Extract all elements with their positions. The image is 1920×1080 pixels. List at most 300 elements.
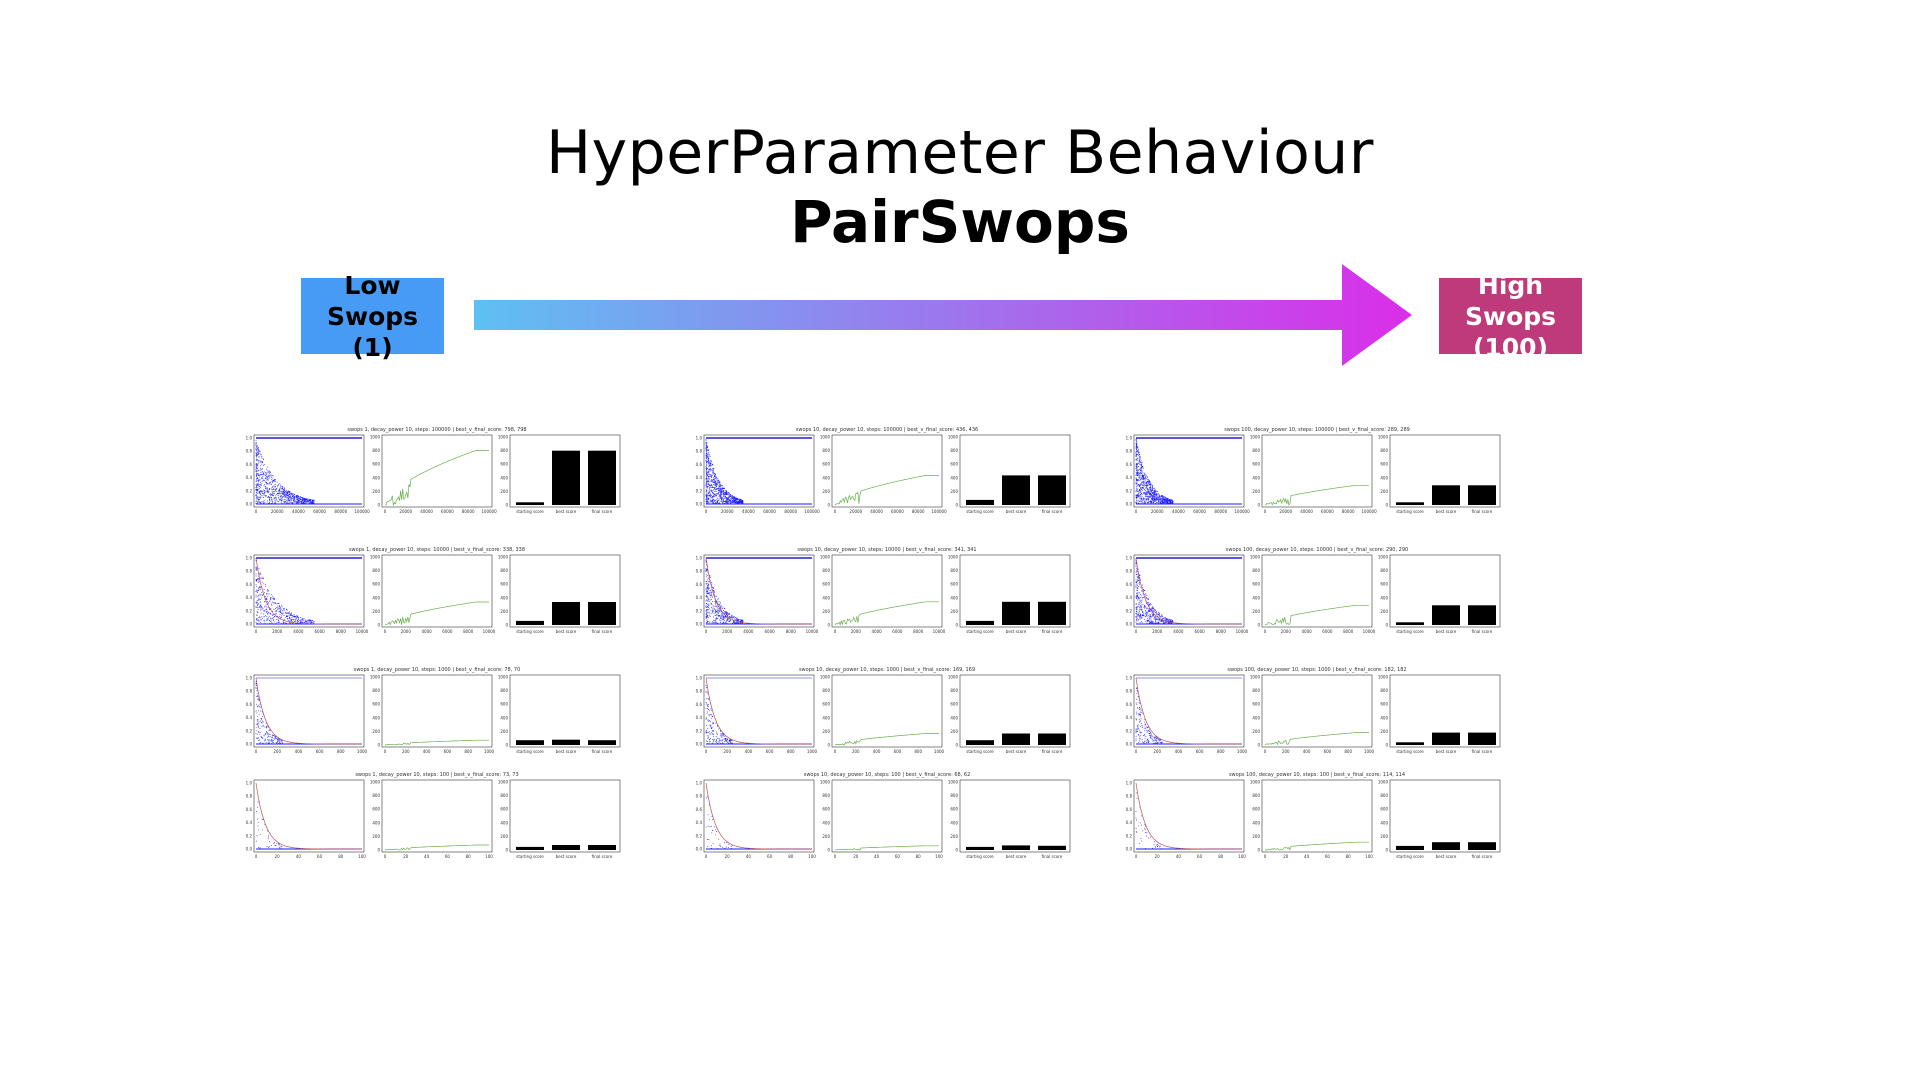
scatter-point [261,464,262,465]
scatter-point [1137,485,1138,486]
scatter-point [1137,497,1138,498]
scatter-point [1138,580,1139,581]
y-tick-label: 600 [372,581,380,587]
scatter-point [741,501,742,502]
scatter-point [262,609,263,610]
scatter-point [1152,615,1153,616]
scatter-point [262,469,263,470]
scatter-point [273,742,274,743]
x-tick-label: 80000 [784,509,798,514]
bar-category-label: starting score [966,629,994,634]
scatter-point [287,610,288,611]
scatter-point [263,485,264,486]
scatter-point [271,622,272,623]
scatter-point [710,708,711,709]
scatter-point [273,740,274,741]
scatter-point [1155,621,1156,622]
scatter-point [272,736,273,737]
scatter-point [1164,500,1165,501]
scatter-point [1137,609,1138,610]
scatter-point [711,495,712,496]
x-tick-label: 40000 [292,509,305,514]
scatter-point [726,612,727,613]
x-tick-label: 2000 [1280,629,1291,634]
x-tick-label: 8000 [1215,629,1226,634]
scatter-point [711,461,712,462]
scatter-point [256,449,257,450]
scatter-point [711,607,712,608]
x-tick-label: 200 [851,749,860,754]
scatter-point [266,469,267,470]
scatter-point [267,501,268,502]
scatter-point [294,497,295,498]
scatter-point [279,499,280,500]
scatter-point [706,731,707,732]
scatter-point [256,460,257,461]
scatter-point [1140,587,1141,588]
scatter-point [265,473,266,474]
scatter-point [723,499,724,500]
scatter-point [284,615,285,616]
scatter-point [261,483,262,484]
bar-category-label: best score [1005,509,1027,514]
scatter-point [1137,463,1138,464]
scatter-point [1137,475,1138,476]
scatter-point [1137,596,1138,597]
scatter-point [263,583,264,584]
scatter-point [708,474,709,475]
scatter-point [1151,484,1152,485]
scatter-point [261,592,262,593]
scatter-point [710,500,711,501]
scatter-point [1142,739,1143,740]
scatter-point [721,613,722,614]
scatter-point [1170,501,1171,502]
scatter-point [266,732,267,733]
scatter-point [1160,616,1161,617]
scatter-point [706,490,707,491]
x-tick-label: 0 [1263,509,1267,514]
scatter-point [274,498,275,499]
scatter-point [1142,617,1143,618]
scatter-point [258,578,259,579]
scatter-point [715,474,716,475]
scatter-point [1143,597,1144,598]
scatter-point [706,613,707,614]
scatter-point [268,484,269,485]
scatter-point [1149,487,1150,488]
x-tick-label: 80000 [1214,509,1228,514]
scatter-point [1147,487,1148,488]
scatter-point [289,613,290,614]
scatter-point [1136,444,1137,445]
scatter-point [1138,470,1139,471]
scatter-point [708,709,709,710]
y-tick-label: 1000 [819,674,830,680]
y-tick-label: 200 [500,728,508,734]
scatter-point [289,617,290,618]
scatter-point [1137,576,1138,577]
x-tick-label: 10000 [1362,629,1376,634]
scatter-point [707,713,708,714]
scatter-point [1157,496,1158,497]
figure-title: swops 100, decay_power 10, steps: 1000 | best_v_final_score: 182, 182 [1227,667,1407,673]
scatter-point [257,490,258,491]
scatter-point [259,740,260,741]
scatter-point [726,614,727,615]
scatter-point [263,616,264,617]
scatter-point [260,502,261,503]
y-tick-label: 1000 [369,554,380,560]
scatter-point [259,581,260,582]
scatter-point [264,480,265,481]
scatter-point [712,481,713,482]
scatter-point [263,480,264,481]
scatter-point [291,500,292,501]
scatter-point [296,499,297,500]
scatter-point [1141,602,1142,603]
x-tick-label: 6000 [1322,629,1333,634]
scatter-point [708,605,709,606]
scatter-point [1141,465,1142,466]
x-tick-label: 600 [893,749,902,754]
scatter-point [1141,725,1142,726]
bar-category-label: best score [555,749,577,754]
scatter-point [263,743,264,744]
y-tick-label: 600 [822,581,830,587]
scatter-point [1158,623,1159,624]
scatter-point [290,615,291,616]
y-tick-label: 1.0 [245,555,252,561]
scatter-point [722,497,723,498]
scatter-point [301,500,302,501]
scatter-point [256,733,257,734]
scatter-point [276,494,277,495]
scatter-point [281,740,282,741]
scatter-point [301,622,302,623]
scatter-point [283,492,284,493]
scatter-point [1141,462,1142,463]
scatter-point [300,617,301,618]
y-tick-label: 0.8 [245,568,252,574]
scatter-point [709,593,710,594]
x-tick-label: 600 [443,749,452,754]
scatter-point [1137,472,1138,473]
scatter-point [719,488,720,489]
scatter-point [706,473,707,474]
scatter-point [279,611,280,612]
scatter-point [727,742,728,743]
scatter-point [1137,443,1138,444]
scatter-point [262,618,263,619]
scatter-point [719,494,720,495]
scatter-point [735,500,736,501]
scatter-point [256,586,257,587]
scatter-point [1136,473,1137,474]
scatter-point [721,736,722,737]
scatter-point [706,483,707,484]
scatter-point [1136,566,1137,567]
scatter-point [727,502,728,503]
scatter-point [719,485,720,486]
scatter-point [1140,479,1141,480]
scatter-point [1147,492,1148,493]
scatter-point [1138,616,1139,617]
scatter-point [732,617,733,618]
scatter-point [267,613,268,614]
scatter-point [1160,501,1161,502]
scatter-point [1153,615,1154,616]
scatter-point [272,495,273,496]
bar [588,602,616,625]
scatter-point [713,733,714,734]
scatter-point [1146,595,1147,596]
scatter-point [709,462,710,463]
x-tick-label: 6000 [892,629,903,634]
scatter-point [733,497,734,498]
scatter-point [268,476,269,477]
scatter-point [719,486,720,487]
scatter-point [271,594,272,595]
scatter-point [737,620,738,621]
scatter-point [284,492,285,493]
scatter-point [260,497,261,498]
scatter-point [1142,612,1143,613]
scatter-point [714,500,715,501]
scatter-point [1138,612,1139,613]
scatter-point [1138,494,1139,495]
scatter-point [716,596,717,597]
scatter-point [710,599,711,600]
scatter-point [706,477,707,478]
scatter-point [706,466,707,467]
scatter-point [1142,477,1143,478]
scatter-point [1152,489,1153,490]
x-tick-label: 2000 [1152,629,1163,634]
scatter-point [266,482,267,483]
scatter-point [1151,619,1152,620]
scatter-point [261,456,262,457]
scatter-point [1151,496,1152,497]
scatter-point [707,711,708,712]
scatter-point [725,493,726,494]
scatter-point [272,481,273,482]
scatter-point [730,620,731,621]
scatter-point [259,460,260,461]
scatter-point [256,687,257,688]
scatter-point [299,498,300,499]
scatter-point [706,584,707,585]
scatter-point [730,616,731,617]
scatter-point [256,704,257,705]
y-tick-label: 400 [500,715,508,721]
scatter-point [260,743,261,744]
scatter-point [1136,453,1137,454]
scatter-point [706,620,707,621]
scatter-point [260,602,261,603]
scatter-point [1142,494,1143,495]
scatter-point [262,474,263,475]
scatter-point [1147,620,1148,621]
scatter-point [706,453,707,454]
scatter-point [706,698,707,699]
scatter-point [721,616,722,617]
scatter-point [259,721,260,722]
scatter-point [739,501,740,502]
scatter-point [1142,488,1143,489]
bar-panel [948,555,1070,635]
scatter-point [727,739,728,740]
scatter-point [1137,581,1138,582]
scatter-point [706,702,707,703]
scatter-point [272,503,273,504]
x-tick-label: 400 [744,749,753,754]
scatter-point [257,612,258,613]
scatter-point [718,608,719,609]
x-tick-label: 100000 [1234,509,1250,514]
y-tick-label: 0.0 [1125,621,1132,627]
scatter-point [278,497,279,498]
scatter-point [713,736,714,737]
scatter-point [706,615,707,616]
scatter-point [716,622,717,623]
scatter-point [1141,499,1142,500]
scatter-point [733,617,734,618]
scatter-point [269,489,270,490]
scatter-point [720,606,721,607]
scatter-point [1140,487,1141,488]
bar [966,621,994,625]
scatter-point [1138,485,1139,486]
scatter-point [706,468,707,469]
scatter-point [284,619,285,620]
scatter-point [719,616,720,617]
scatter-point [1150,615,1151,616]
scatter-point [278,498,279,499]
scatter-point [283,608,284,609]
scatter-point [258,452,259,453]
scatter-point [719,605,720,606]
scatter-point [1161,621,1162,622]
scatter-point [257,455,258,456]
scatter-point [716,486,717,487]
scatter-point [262,493,263,494]
scatter-point [1136,619,1137,620]
progress-frame [832,555,942,627]
y-tick-label: 0 [505,742,508,748]
scatter-point [279,489,280,490]
scatter-point [730,740,731,741]
scatter-point [308,622,309,623]
y-tick-label: 0.0 [245,621,252,627]
scatter-point [1146,488,1147,489]
scatter-point [270,598,271,599]
scatter-point [1146,622,1147,623]
scatter-point [720,501,721,502]
figure-title: swops 100, decay_power 10, steps: 10000 | best_v_final_score: 290, 290 [1225,547,1409,553]
scatter-point [281,491,282,492]
scatter-point [1139,452,1140,453]
scatter-point [258,491,259,492]
scatter-point [708,581,709,582]
scatter-point [719,601,720,602]
scatter-point [1142,482,1143,483]
scatter-point [1136,622,1137,623]
scatter-point [1140,616,1141,617]
scatter-point [715,602,716,603]
y-tick-label: 0 [827,622,830,628]
scatter-point [1136,597,1137,598]
scatter-point [715,723,716,724]
scatter-point [1136,495,1137,496]
scatter-point [287,501,288,502]
bar-category-label: final score [1471,629,1493,634]
y-tick-label: 800 [1252,448,1260,454]
scatter-point [736,618,737,619]
scatter-point [283,496,284,497]
scatter-point [257,590,258,591]
scatter-point [734,497,735,498]
scatter-point [1142,485,1143,486]
scatter-point [711,591,712,592]
scatter-point [258,705,259,706]
scatter-point [296,495,297,496]
scatter-point [1150,490,1151,491]
scatter-point [729,613,730,614]
scatter-point [706,449,707,450]
scatter-point [1172,501,1173,502]
scatter-point [273,488,274,489]
x-tick-label: 20000 [720,509,734,514]
scatter-point [732,618,733,619]
scatter-point [276,499,277,500]
scatter-point [706,492,707,493]
scatter-point [706,470,707,471]
y-tick-label: 400 [950,715,958,721]
scatter-point [1153,615,1154,616]
progress-frame [382,675,492,747]
scatter-point [710,494,711,495]
scatter-point [721,734,722,735]
scatter-point [256,465,257,466]
scatter-point [267,618,268,619]
scatter-point [306,621,307,622]
scatter-point [266,612,267,613]
scatter-point [1159,620,1160,621]
scatter-point [260,574,261,575]
scatter-point [706,719,707,720]
progress-panel [820,435,947,515]
scatter-point [283,489,284,490]
scatter-point [264,464,265,465]
y-tick-label: 1.0 [245,435,252,441]
scatter-point [269,613,270,614]
scatter-point [257,498,258,499]
scatter-point [722,739,723,740]
scatter-point [709,471,710,472]
scatter-point [1162,498,1163,499]
scatter-point [1136,613,1137,614]
bar [1432,485,1460,505]
scatter-point [261,457,262,458]
scatter-point [302,618,303,619]
scatter-point [1155,498,1156,499]
scatter-point [1139,485,1140,486]
scatter-point [709,615,710,616]
scatter-point [257,579,258,580]
scatter-point [1149,501,1150,502]
scatter-point [1147,477,1148,478]
